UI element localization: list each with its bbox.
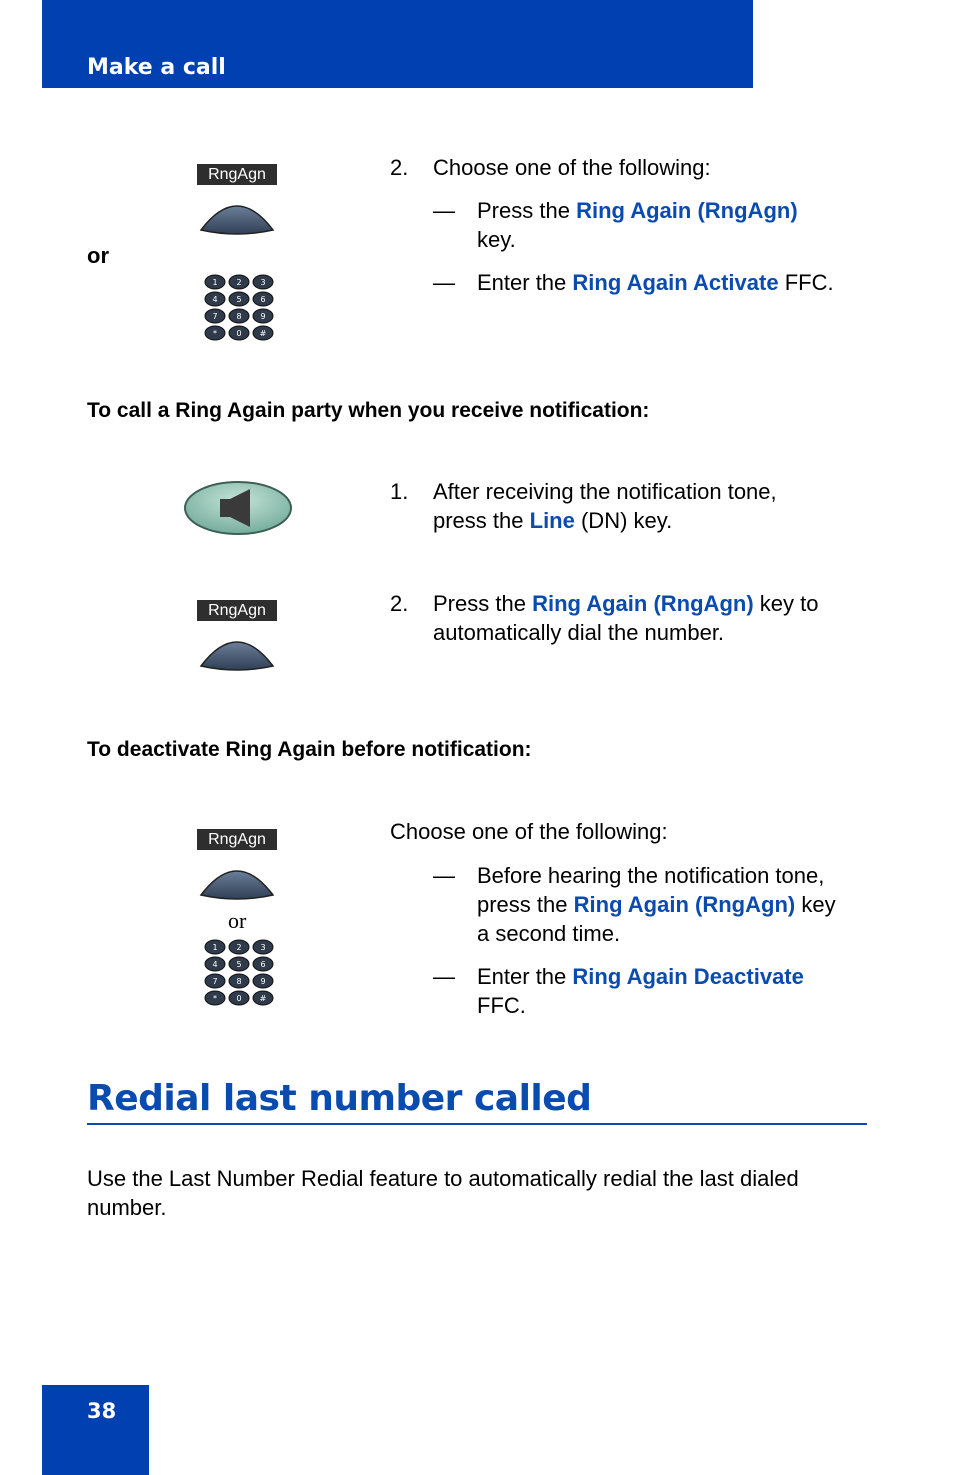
svg-text:9: 9 xyxy=(260,312,266,321)
keypad-key xyxy=(229,275,249,289)
keypad-key xyxy=(229,991,249,1005)
keypad-key xyxy=(253,309,273,323)
svg-text:1: 1 xyxy=(212,278,218,287)
softkey-label: RngAgn xyxy=(197,600,277,621)
option-text: Press the Ring Again (RngAgn) key. xyxy=(477,198,798,252)
softkey-button-icon xyxy=(197,855,277,901)
keypad-key xyxy=(253,275,273,289)
keypad-key xyxy=(229,940,249,954)
svg-text:8: 8 xyxy=(236,977,242,986)
key-name: Ring Again Deactivate xyxy=(572,964,804,989)
keypad-key xyxy=(229,974,249,988)
svg-text:9: 9 xyxy=(260,977,266,986)
step-text: Press the Ring Again (RngAgn) key to automatically dial the number. xyxy=(433,591,819,645)
svg-text:3: 3 xyxy=(260,278,266,287)
body-text: Use the Last Number Redial feature to automatically redial the last dialed number. xyxy=(87,1166,799,1220)
step-intro: Choose one of the following: xyxy=(390,819,668,844)
procedure-heading: To deactivate Ring Again before notification: xyxy=(87,738,532,761)
keypad-key xyxy=(253,326,273,340)
softkey-button-icon xyxy=(197,626,277,672)
keypad-key xyxy=(205,991,225,1005)
svg-text:4: 4 xyxy=(212,960,218,969)
line-key-icon xyxy=(182,477,294,537)
keypad-icon xyxy=(203,273,275,343)
keypad-key xyxy=(205,974,225,988)
keypad-key xyxy=(253,292,273,306)
key-name: Line xyxy=(529,508,575,533)
keypad-key xyxy=(229,292,249,306)
key-name: Ring Again Activate xyxy=(572,270,779,295)
option-text: Enter the Ring Again Activate FFC. xyxy=(477,270,834,295)
svg-text:5: 5 xyxy=(236,960,242,969)
keypad-key xyxy=(205,292,225,306)
svg-text:8: 8 xyxy=(236,312,242,321)
keypad-key xyxy=(205,940,225,954)
softkey-button-icon xyxy=(197,190,277,236)
step-intro: Choose one of the following: xyxy=(433,155,711,180)
page-number: 38 xyxy=(87,1399,117,1423)
key-name: Ring Again (RngAgn) xyxy=(576,198,798,223)
step-number: 1. xyxy=(390,479,409,504)
option-text: Before hearing the notification tone, press the Ring Again (RngAgn) key a second time. xyxy=(477,863,836,946)
svg-text:2: 2 xyxy=(236,943,242,952)
svg-text:#: # xyxy=(259,329,267,338)
procedure-heading: To call a Ring Again party when you receive notification: xyxy=(87,399,650,422)
svg-text:4: 4 xyxy=(212,295,218,304)
keypad-key xyxy=(253,991,273,1005)
dash-glyph: — xyxy=(433,198,455,223)
footer-bar xyxy=(42,1385,149,1475)
header-bar xyxy=(42,0,753,88)
svg-text:3: 3 xyxy=(260,943,266,952)
option-text: Enter the Ring Again Deactivate FFC. xyxy=(477,964,804,1018)
dash-glyph: — xyxy=(433,964,455,989)
step-text: After receiving the notification tone, press the Line (DN) key. xyxy=(433,479,777,533)
keypad-key xyxy=(205,957,225,971)
keypad-key xyxy=(229,309,249,323)
keypad-key xyxy=(205,275,225,289)
svg-text:*: * xyxy=(213,994,217,1003)
keypad-key xyxy=(253,974,273,988)
keypad-key xyxy=(205,309,225,323)
svg-text:2: 2 xyxy=(236,278,242,287)
svg-text:*: * xyxy=(213,329,217,338)
dash-glyph: — xyxy=(433,270,455,295)
svg-text:0: 0 xyxy=(236,994,242,1003)
key-name: Ring Again (RngAgn) xyxy=(573,892,796,917)
step-number: 2. xyxy=(390,591,409,616)
dash-glyph: — xyxy=(433,863,455,888)
svg-text:1: 1 xyxy=(212,943,218,952)
or-label: or xyxy=(228,908,247,933)
header-title: Make a call xyxy=(87,55,226,80)
step-number: 2. xyxy=(390,155,409,180)
keypad-key xyxy=(253,957,273,971)
svg-text:#: # xyxy=(259,994,267,1003)
section-title: Redial last number called xyxy=(87,1078,867,1125)
svg-text:7: 7 xyxy=(212,312,218,321)
softkey-label: RngAgn xyxy=(197,164,277,185)
svg-text:7: 7 xyxy=(212,977,218,986)
svg-text:0: 0 xyxy=(236,329,242,338)
keypad-icon xyxy=(203,938,275,1008)
svg-text:6: 6 xyxy=(260,960,266,969)
keypad-key xyxy=(205,326,225,340)
softkey-label: RngAgn xyxy=(197,829,277,850)
keypad-key xyxy=(229,326,249,340)
keypad-key xyxy=(229,957,249,971)
key-name: Ring Again (RngAgn) xyxy=(532,591,754,616)
keypad-key xyxy=(253,940,273,954)
svg-text:6: 6 xyxy=(260,295,266,304)
svg-text:5: 5 xyxy=(236,295,242,304)
or-label: or xyxy=(87,243,109,268)
